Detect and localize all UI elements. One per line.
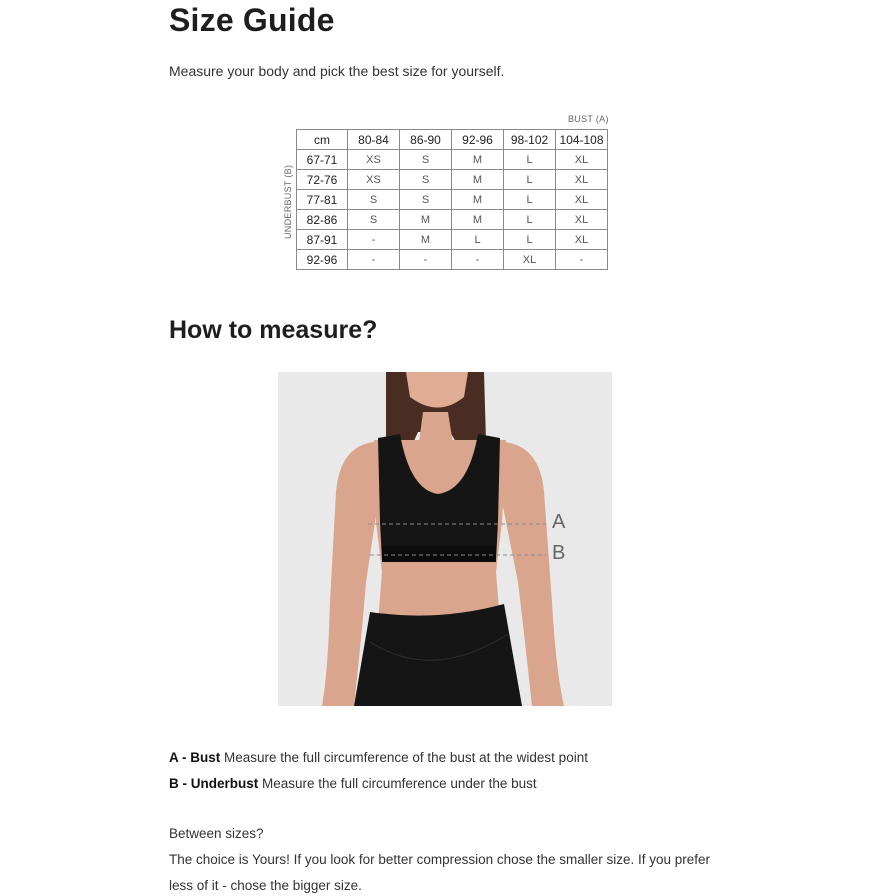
between-sizes-title: Between sizes? xyxy=(169,826,264,841)
underband-shape xyxy=(382,546,496,562)
size-cell: XL xyxy=(556,210,608,230)
intro-text: Measure your body and pick the best size for yourself. xyxy=(169,63,505,79)
row-header: 67-71 xyxy=(297,150,348,170)
between-sizes-line-1: The choice is Yours! If you look for better compression chose the smaller size. If you prefer xyxy=(169,852,711,867)
model-illustration xyxy=(278,372,612,706)
row-header: 72-76 xyxy=(297,170,348,190)
size-cell: - xyxy=(556,250,608,270)
size-cell: M xyxy=(400,230,452,250)
underbust-term: B - Underbust xyxy=(169,776,259,791)
size-cell: XL xyxy=(504,250,556,270)
table-row xyxy=(297,190,608,210)
row-header: 82-86 xyxy=(297,210,348,230)
bust-axis-label: BUST (A) xyxy=(568,114,609,124)
size-cell: XS xyxy=(348,150,400,170)
size-cell: L xyxy=(504,230,556,250)
table-row xyxy=(297,210,608,230)
size-cell: XL xyxy=(556,170,608,190)
bust-text: Measure the full circumference of the bust at the widest point xyxy=(224,750,588,765)
size-cell: L xyxy=(504,150,556,170)
underbust-description xyxy=(169,776,537,791)
table-header-row xyxy=(297,130,608,150)
table-row xyxy=(297,250,608,270)
corner-cell: cm xyxy=(297,130,348,150)
column-header: 104-108 xyxy=(556,130,608,150)
size-cell: M xyxy=(452,170,504,190)
size-cell: M xyxy=(400,210,452,230)
column-header: 86-90 xyxy=(400,130,452,150)
size-cell: S xyxy=(400,150,452,170)
table-row xyxy=(297,230,608,250)
size-cell: XL xyxy=(556,230,608,250)
marker-b: B xyxy=(552,542,566,564)
row-header: 87-91 xyxy=(297,230,348,250)
marker-a: A xyxy=(552,511,566,533)
size-cell: S xyxy=(348,210,400,230)
size-cell: M xyxy=(452,150,504,170)
size-cell: S xyxy=(400,190,452,210)
size-cell: XS xyxy=(348,170,400,190)
table-row xyxy=(297,170,608,190)
how-to-measure-title: How to measure? xyxy=(169,316,378,344)
column-header: 80-84 xyxy=(348,130,400,150)
page-title: Size Guide xyxy=(169,2,335,38)
size-cell: - xyxy=(348,250,400,270)
size-cell: L xyxy=(452,230,504,250)
size-cell: - xyxy=(348,230,400,250)
size-cell: L xyxy=(504,210,556,230)
size-table xyxy=(296,129,608,270)
size-cell: S xyxy=(400,170,452,190)
size-cell: XL xyxy=(556,190,608,210)
size-chart xyxy=(278,112,618,274)
leggings-shape xyxy=(354,604,522,706)
size-cell: S xyxy=(348,190,400,210)
table-row xyxy=(297,150,608,170)
bust-term: A - Bust xyxy=(169,750,221,765)
column-header: 92-96 xyxy=(452,130,504,150)
underbust-text: Measure the full circumference under the bust xyxy=(262,776,537,791)
underbust-axis-label: UNDERBUST (B) xyxy=(283,164,293,239)
size-cell: - xyxy=(452,250,504,270)
row-header: 92-96 xyxy=(297,250,348,270)
between-sizes-line-2: less of it - chose the bigger size. xyxy=(169,878,362,893)
size-cell: - xyxy=(400,250,452,270)
size-cell: L xyxy=(504,170,556,190)
size-cell: L xyxy=(504,190,556,210)
model-photo xyxy=(278,372,612,706)
column-header: 98-102 xyxy=(504,130,556,150)
size-cell: M xyxy=(452,210,504,230)
size-cell: M xyxy=(452,190,504,210)
row-header: 77-81 xyxy=(297,190,348,210)
bust-description xyxy=(169,750,588,765)
size-cell: XL xyxy=(556,150,608,170)
